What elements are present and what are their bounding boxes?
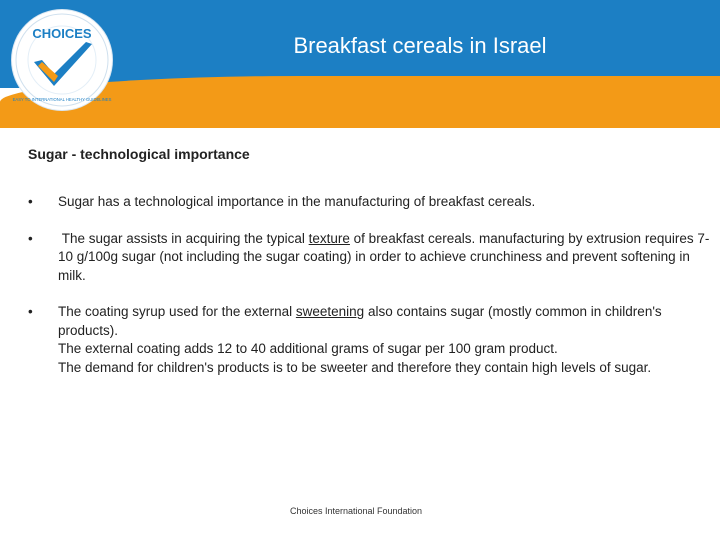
bullet-dot: • xyxy=(28,194,33,209)
bullet-text xyxy=(58,230,718,286)
footer-text: Choices International Foundation xyxy=(289,506,423,516)
bullet-text xyxy=(58,193,718,212)
bullet-paragraph xyxy=(58,303,718,340)
logo-brand-text: CHOICES xyxy=(32,26,92,41)
underlined-term: texture xyxy=(308,230,350,246)
text-run: The coating syrup used for the external xyxy=(58,304,296,319)
bullet-paragraph xyxy=(58,359,718,378)
bullet-item xyxy=(28,230,718,286)
bullet-text xyxy=(58,303,718,377)
text-run: The sugar assists in acquiring the typical xyxy=(58,230,309,246)
choices-logo xyxy=(12,10,112,110)
logo-tagline-text: EASY TO INTERNATIONAL HEALTHY GUIDELINES xyxy=(12,97,112,102)
text-run: Sugar has a technological importance in the manufacturing of breakfast cereals. xyxy=(58,194,536,209)
bullet-paragraph xyxy=(58,193,718,212)
bullet-item xyxy=(28,303,718,377)
bullet-dot: • xyxy=(28,230,33,246)
text-run: The demand for children's products is to be sweeter and therefore they contain high levels of sugar. xyxy=(58,359,652,375)
bullet-list xyxy=(28,193,718,395)
underlined-term: sweetening xyxy=(295,304,365,319)
bullet-paragraph xyxy=(58,340,718,359)
text-run: also contains sugar (mostly common in children's products). xyxy=(58,304,662,338)
bullet-paragraph xyxy=(58,230,718,286)
text-run: of breakfast cereals. manufacturing by extrusion requires 7-10 g/100g sugar (not including the sugar coating) in order to achieve crunchiness and prevent softening in milk. xyxy=(58,230,710,283)
choices-checkmark-logo-icon xyxy=(12,10,112,110)
text-run: The external coating adds 12 to 40 additional grams of sugar per 100 gram product. xyxy=(58,341,558,356)
bullet-item xyxy=(28,193,718,212)
bullet-dot: • xyxy=(28,304,33,319)
section-heading: Sugar - technological importance xyxy=(28,146,250,162)
page-title: Breakfast cereals in Israel xyxy=(293,33,547,58)
